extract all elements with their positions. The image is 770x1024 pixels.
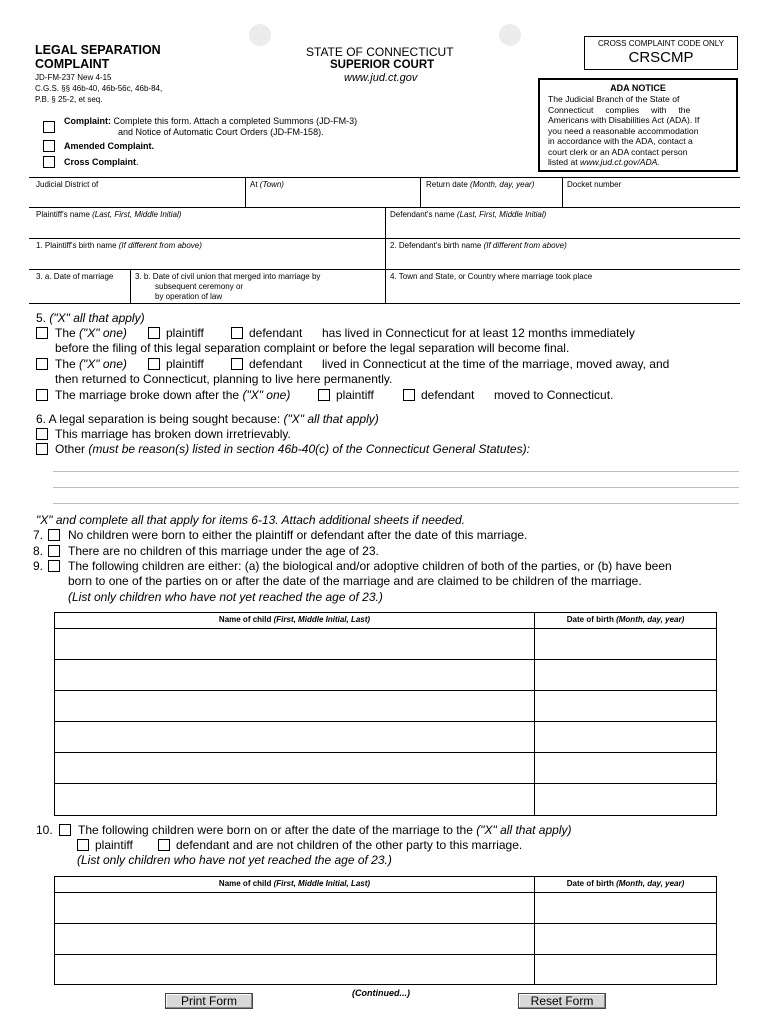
- ada-line: Connecticut complies with the: [548, 104, 691, 115]
- defendant-name-text: Defendant's name: [390, 210, 455, 219]
- return-date-text: Return date: [426, 180, 468, 189]
- item5c-moved-text: moved to Connecticut.: [494, 388, 614, 402]
- complaint-label: Complaint:: [64, 116, 111, 126]
- item5c-text-main: The marriage broke down after the: [55, 388, 240, 402]
- code-value: CRSCMP: [628, 49, 694, 66]
- item5c-plaintiff-label: plaintiff: [336, 388, 374, 402]
- table-header-name-text: Name of child: [218, 615, 272, 624]
- item5-heading: [36, 311, 145, 325]
- town-label-text: At: [250, 180, 258, 189]
- items-instruction: "X" and complete all that apply for items 6-13. Attach additional sheets if needed.: [36, 513, 465, 527]
- item6-writing-line[interactable]: [53, 471, 739, 472]
- defendant-birth-label: [390, 241, 567, 250]
- grid-line: [29, 177, 740, 178]
- item5b-the: [55, 357, 127, 371]
- grid-line: [420, 177, 421, 207]
- district-label: Judicial District of: [36, 180, 99, 189]
- table-row[interactable]: [55, 691, 716, 721]
- complaint-line1: [64, 116, 357, 126]
- item10-number: 10.: [36, 823, 53, 837]
- table-row[interactable]: [55, 893, 716, 923]
- table-row[interactable]: [55, 629, 716, 659]
- item5a-the-text: The: [55, 326, 76, 340]
- item5b-text: lived in Connecticut at the time of the marriage, moved away, and: [322, 357, 670, 371]
- item5b-defendant-label: defendant: [249, 357, 303, 371]
- civil-union-label-3: by operation of law: [155, 292, 223, 301]
- item9-number: 9.: [33, 559, 44, 573]
- item5c-plaintiff-checkbox[interactable]: [318, 389, 330, 401]
- grid-line: [130, 269, 131, 303]
- table-header-name: [55, 615, 534, 624]
- print-form-button[interactable]: Print Form: [165, 993, 253, 1009]
- civil-union-label-2: subsequent ceremony or: [155, 282, 244, 291]
- cross-complaint-line: [64, 157, 139, 167]
- cross-complaint-checkbox[interactable]: [43, 156, 55, 168]
- amended-complaint-label: Amended Complaint.: [64, 141, 155, 151]
- return-date-hint: (Month, day, year): [470, 180, 535, 189]
- ada-link[interactable]: www.jud.ct.gov/ADA.: [580, 157, 660, 167]
- item10-text-line3: (List only children who have not yet reached the age of 23.): [77, 853, 392, 867]
- table-header-dob-hint: (Month, day, year): [616, 879, 685, 888]
- item5c-defendant-checkbox[interactable]: [403, 389, 415, 401]
- item9-text-line2: born to one of the parties on or after the date of the marriage and are claimed to be children of the marriage.: [68, 574, 642, 588]
- ada-line-last: [548, 157, 730, 168]
- item9-text-line1: The following children are either: (a) the biological and/or adoptive children of both of the parties, or (b) have been: [68, 559, 672, 573]
- form-title-line2: COMPLAINT: [35, 57, 110, 71]
- item10-plaintiff-checkbox[interactable]: [77, 839, 89, 851]
- item5a-checkbox[interactable]: [36, 327, 48, 339]
- court-name: SUPERIOR COURT: [330, 59, 435, 71]
- item5b-plaintiff-checkbox[interactable]: [148, 358, 160, 370]
- item10-text-line1: [78, 823, 571, 837]
- statutes-line1: C.G.S. §§ 46b-40, 46b-56c, 46b-84,: [35, 84, 163, 93]
- town-state-label: 4. Town and State, or Country where marriage took place: [390, 272, 593, 281]
- ada-line: you need a reasonable accommodation: [548, 125, 699, 136]
- marriage-date-label: 3. a. Date of marriage: [36, 272, 114, 281]
- ada-line: in accordance with the ADA, contact a: [548, 136, 693, 146]
- item8-number: 8.: [33, 544, 44, 558]
- item9-text-line3: (List only children who have not yet reached the age of 23.): [68, 590, 383, 604]
- item5c-text: [55, 388, 290, 402]
- town-label: [250, 180, 284, 189]
- complaint-checkbox[interactable]: [43, 121, 55, 133]
- grid-line: [385, 207, 386, 303]
- defendant-birth-text: 2. Defendant's birth name: [390, 241, 482, 250]
- complaint-text1: Complete this form. Attach a completed Summons (JD-FM-3): [113, 116, 358, 126]
- item5b-the-text: The: [55, 357, 76, 371]
- plaintiff-birth-label: [36, 241, 202, 250]
- plaintiff-birth-text: 1. Plaintiff's birth name: [36, 241, 117, 250]
- table-row[interactable]: [55, 924, 716, 954]
- plaintiff-name-text: Plaintiff's name: [36, 210, 90, 219]
- plaintiff-name-hint: (Last, First, Middle Initial): [92, 210, 182, 219]
- plaintiff-birth-hint: (If different from above): [118, 241, 202, 250]
- table-header-dob: [535, 615, 716, 624]
- table-header-dob-text: Date of birth: [566, 615, 614, 624]
- item5a-plaintiff-checkbox[interactable]: [148, 327, 160, 339]
- item8-checkbox[interactable]: [48, 545, 60, 557]
- item7-checkbox[interactable]: [48, 529, 60, 541]
- item5-hint: ("X" all that apply): [49, 311, 145, 325]
- ada-notice-box: [538, 78, 738, 172]
- continued-note: (Continued...): [352, 988, 410, 998]
- ada-line: Americans with Disabilities Act (ADA). If: [548, 115, 700, 125]
- item5c-defendant-label: defendant: [421, 388, 475, 402]
- item6-other-hint: (must be reason(s) listed in section 46b-40(c) of the Connecticut General Statutes):: [88, 442, 530, 456]
- item5b-plaintiff-label: plaintiff: [166, 357, 204, 371]
- defendant-name-label: [390, 210, 546, 219]
- item10-text: The following children were born on or after the date of the marriage to the: [78, 823, 473, 837]
- statutes-line2: P.B. § 25-2, et seq.: [35, 95, 103, 104]
- reset-form-button[interactable]: Reset Form: [518, 993, 606, 1009]
- cross-complaint-code-box: [584, 36, 738, 70]
- item6-writing-line[interactable]: [53, 487, 739, 488]
- ada-text: [548, 94, 730, 168]
- ada-title: ADA NOTICE: [610, 83, 666, 93]
- item5a-plaintiff-label: plaintiff: [166, 326, 204, 340]
- table-header-name-hint: (First, Middle Initial, Last): [273, 879, 371, 888]
- item10-checkbox[interactable]: [59, 824, 71, 836]
- ada-line: court clerk or an ADA contact person: [548, 146, 688, 157]
- item5b-xone: ("X" one): [79, 357, 127, 371]
- defendant-name-hint: (Last, First, Middle Initial): [456, 210, 547, 219]
- item5a-defendant-checkbox[interactable]: [231, 327, 243, 339]
- cross-complaint-period: .: [136, 157, 139, 167]
- code-label: CROSS COMPLAINT CODE ONLY: [598, 39, 724, 48]
- item10-plaintiff-label: plaintiff: [95, 838, 133, 852]
- item5c-checkbox[interactable]: [36, 389, 48, 401]
- defendant-birth-hint: (If different from above): [483, 241, 567, 250]
- table-row[interactable]: [55, 660, 716, 690]
- item10-defendant-text: defendant and are not children of the other party to this marriage.: [176, 838, 523, 852]
- table-row[interactable]: [55, 784, 716, 815]
- court-website: www.jud.ct.gov: [344, 72, 418, 84]
- item5-number: 5.: [36, 311, 47, 325]
- item5c-xone: ("X" one): [242, 388, 291, 402]
- table-header-name-hint: (First, Middle Initial, Last): [273, 615, 371, 624]
- table-row[interactable]: [55, 722, 716, 752]
- item6-hint: ("X" all that apply): [283, 412, 379, 426]
- children-table-1: [54, 612, 717, 816]
- item5a-xone: ("X" one): [79, 326, 127, 340]
- item6-other-text: Other: [55, 442, 86, 456]
- item5a-continuation: before the filing of this legal separation complaint or before the legal separation will become final.: [55, 341, 570, 355]
- plaintiff-name-label: [36, 210, 181, 219]
- item6-heading-text: 6. A legal separation is being sought because:: [36, 412, 281, 426]
- item5b-continuation: then returned to Connecticut, planning to live here permanently.: [55, 372, 393, 386]
- item6-other-checkbox[interactable]: [36, 443, 48, 455]
- table-header-name-text: Name of child: [218, 879, 272, 888]
- civil-union-label-1: 3. b. Date of civil union that merged into marriage by: [135, 272, 321, 281]
- item6-other-label: [55, 442, 530, 456]
- item10-hint: ("X" all that apply): [476, 823, 572, 837]
- grid-line: [245, 177, 246, 207]
- children-table-2: [54, 876, 717, 985]
- return-date-label: [426, 180, 534, 189]
- table-row[interactable]: [55, 955, 716, 984]
- item5a-the: [55, 326, 127, 340]
- item7-text: No children were born to either the plaintiff or defendant after the date of this marriage.: [68, 528, 528, 542]
- item5b-checkbox[interactable]: [36, 358, 48, 370]
- item5a-text: has lived in Connecticut for at least 12 months immediately: [322, 326, 635, 340]
- item6-heading: [36, 412, 379, 426]
- table-header-dob-text: Date of birth: [566, 879, 614, 888]
- item9-checkbox[interactable]: [48, 560, 60, 572]
- item5a-defendant-label: defendant: [249, 326, 303, 340]
- item7-number: 7.: [33, 528, 44, 542]
- punch-hole-right: [499, 24, 521, 46]
- form-title-line1: LEGAL SEPARATION: [35, 43, 161, 57]
- ada-last-prefix: listed at: [548, 157, 581, 167]
- complaint-text2: and Notice of Automatic Court Orders (JD-FM-158).: [118, 127, 324, 137]
- grid-line: [562, 177, 563, 207]
- table-header-dob: [535, 879, 716, 888]
- item6-irretrievable-label: This marriage has broken down irretrievably.: [55, 427, 291, 441]
- table-header-dob-hint: (Month, day, year): [616, 615, 685, 624]
- grid-line: [29, 303, 740, 304]
- table-header-name: [55, 879, 534, 888]
- town-hint: (Town): [259, 180, 284, 189]
- amended-complaint-checkbox[interactable]: [43, 140, 55, 152]
- docket-label: Docket number: [567, 180, 622, 189]
- punch-hole-left: [249, 24, 271, 46]
- item6-writing-line[interactable]: [53, 503, 739, 504]
- ada-line: The Judicial Branch of the State of: [548, 94, 680, 104]
- form-number: JD-FM-237 New 4-15: [35, 73, 112, 82]
- table-row[interactable]: [55, 753, 716, 783]
- item6-irretrievable-checkbox[interactable]: [36, 428, 48, 440]
- cross-complaint-label: Cross Complaint: [64, 157, 137, 167]
- item5b-defendant-checkbox[interactable]: [231, 358, 243, 370]
- item8-text: There are no children of this marriage under the age of 23.: [68, 544, 379, 558]
- state-name: STATE OF CONNECTICUT: [306, 45, 454, 59]
- item10-defendant-checkbox[interactable]: [158, 839, 170, 851]
